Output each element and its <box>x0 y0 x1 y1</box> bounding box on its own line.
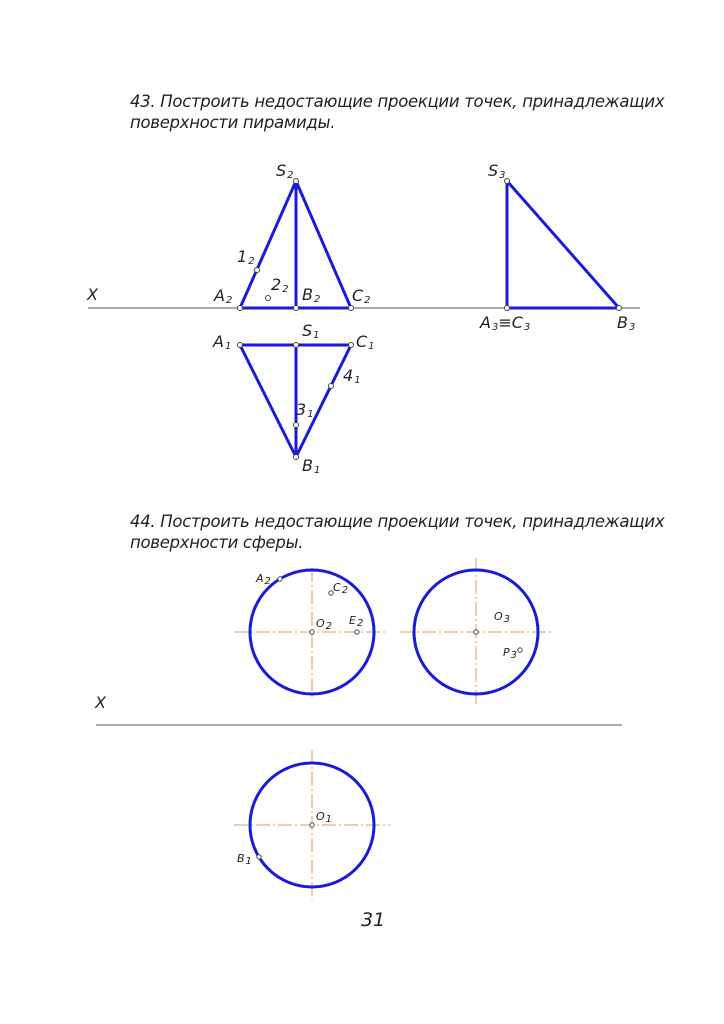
task-43-title-line-1: 43. Построить недостающие проекции точек, принадлежащих <box>130 92 665 111</box>
point-c2 <box>349 306 354 311</box>
label-s1: S1 <box>302 321 320 341</box>
label-a2: A2 <box>214 286 233 306</box>
point-b3 <box>617 306 622 311</box>
task-44-title-line-2: поверхности сферы. <box>130 533 304 552</box>
label-c2: C2 <box>352 286 371 306</box>
edge-s3-b3 <box>507 181 619 308</box>
label-2-2: 22 <box>271 275 289 295</box>
point-s2 <box>294 179 299 184</box>
task-44-title-line-1: 44. Построить недостающие проекции точек, принадлежащих <box>130 512 665 531</box>
point-b2 <box>294 306 299 311</box>
point-1-2 <box>255 268 260 273</box>
point-2-2 <box>266 296 271 301</box>
label-a3-c3: A3≡C3 <box>480 313 531 333</box>
pyramid-frontal-view <box>213 161 371 311</box>
label-b3: B3 <box>617 313 636 333</box>
label-3-1: 31 <box>296 400 314 420</box>
label-c1: C1 <box>356 332 375 352</box>
point-4-1 <box>329 384 334 389</box>
label-4-1: 41 <box>343 366 361 386</box>
label-1-2: 12 <box>237 247 255 267</box>
task-43-drawing <box>86 161 640 476</box>
label-b1: B1 <box>302 456 321 476</box>
label-a2-sphere: A2 <box>256 572 271 587</box>
point-b1-sphere <box>257 855 261 859</box>
point-s1 <box>294 343 299 348</box>
point-a1 <box>238 343 243 348</box>
x-axis-44-label: X <box>95 693 106 712</box>
point-a2-sphere <box>278 577 282 581</box>
label-p3: P3 <box>503 646 518 661</box>
sphere-profile-view <box>400 558 552 706</box>
label-e2: E2 <box>349 614 364 629</box>
sphere-frontal-view <box>234 568 388 698</box>
label-b2: B2 <box>302 285 321 305</box>
point-o3 <box>474 630 478 634</box>
task-44-drawing <box>94 558 622 900</box>
point-e2 <box>355 630 359 634</box>
pyramid-profile-view <box>479 161 635 333</box>
x-axis-43-label: X <box>87 285 98 304</box>
point-3-1 <box>294 423 299 428</box>
label-b1-sphere: B1 <box>237 852 252 867</box>
point-a2 <box>238 306 243 311</box>
point-b1 <box>294 455 299 460</box>
label-s3: S3 <box>488 161 506 181</box>
page-number: 31 <box>361 909 386 931</box>
point-c1 <box>349 343 354 348</box>
point-o1 <box>310 823 314 827</box>
label-c2-sphere: C2 <box>333 581 349 596</box>
pyramid-horizontal-view <box>212 321 375 476</box>
sphere-horizontal-view <box>234 750 390 900</box>
task-44-title <box>130 511 664 553</box>
point-p3 <box>518 648 522 652</box>
label-o3: O3 <box>494 610 511 625</box>
label-o1: O1 <box>316 810 333 825</box>
task-43-title-line-2: поверхности пирамиды. <box>130 113 336 132</box>
label-a1: A1 <box>213 332 232 352</box>
label-o2: O2 <box>316 617 333 632</box>
point-o2 <box>310 630 314 634</box>
edge-a1-b1 <box>240 345 296 457</box>
label-s2: S2 <box>276 161 294 181</box>
point-a3-c3 <box>505 306 510 311</box>
